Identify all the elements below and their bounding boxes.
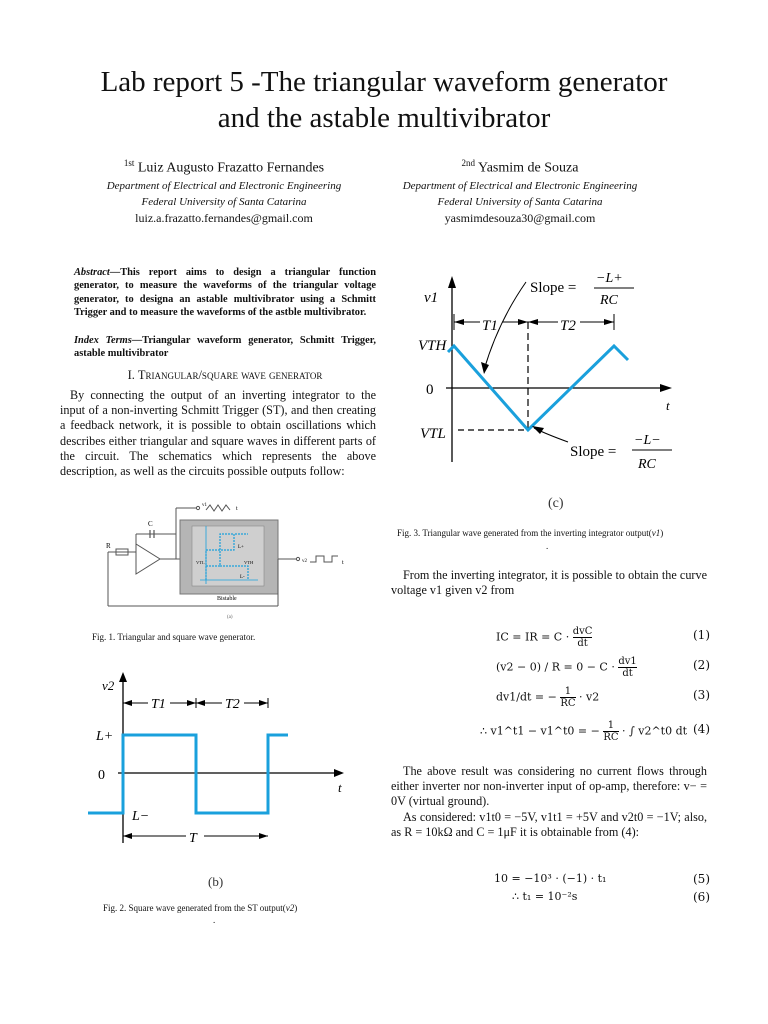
svg-text:Bistable: Bistable [217,596,237,602]
svg-text:t: t [666,398,670,413]
svg-text:VTH: VTH [244,560,254,565]
svg-text:T2: T2 [560,318,576,334]
svg-text:T1: T1 [482,318,498,334]
paragraph-considered: As considered: v1t0 = −5V, v1t1 = +5V and v2t0 = −1V; also, as R = 10kΩ and C = 1μF it is obtainable from (4): [391,810,707,839]
abstract: Abstract—This report aims to design a triangular function generator, to measure the waveforms of the triangular voltage generator, to designa an astable multivibrator using a Schmitt Trigger and to measure the waveforms of the astble multivibrator. [74,267,376,318]
svg-text:(a): (a) [227,615,233,620]
svg-text:v1: v1 [424,290,439,306]
figure-3-triangle-wave [408,262,708,512]
equation-4: ∴ v1^t1 − v1^t0 = − $\frac{1}{RC}$ · ∫ v2^t0 dt [480,720,688,743]
index-terms: Index Terms—Triangular waveform generator, Schmitt Trigger, astable multivibrator [74,335,376,360]
svg-text:(c): (c) [548,496,564,511]
triangle-wave-icon [206,505,230,511]
svg-text:VTH: VTH [418,338,447,354]
equations-block-2: 10 = −10³ · (−1) · t₁ (5) ∴ t₁ = 10⁻²s (6) [494,872,710,904]
paragraph-result: The above result was considering no current flows through either inverter nor non-inverter input of op-amp, therefore: v− = 0V (virtual ground). [391,764,707,808]
svg-text:L+: L+ [96,729,114,744]
opamp-icon [136,544,160,574]
section-heading: I. Triangular/square wave generator [127,368,323,382]
svg-text:Slope =: Slope = [570,444,617,460]
figure-2-square-wave [88,668,368,898]
figure-2-caption: Fig. 2. Square wave generated from the ST output(v2) [103,903,298,913]
svg-text:T1: T1 [151,697,166,712]
equations-block: IC = IR = C · dvC dt (1) (v2 − 0) / R = 0 − C · $\frac{dv1}{dt}$ (2) dv1/dt = − $\frac{1}{RC}$ · v2 (3) ∴ v1^t1 − v1^t0 = − $\frac{1}{RC}$ · ∫ v2^t0 dt (4) [480,626,710,743]
square-wave-icon [310,556,338,562]
svg-text:0: 0 [426,382,434,398]
svg-text:−L+: −L+ [596,271,623,286]
svg-text:t: t [236,506,238,512]
equation-3: dv1/dt = − $\frac{1}{RC}$ · v2 [496,686,600,709]
svg-text:VTL: VTL [196,560,205,565]
svg-text:t: t [338,780,342,795]
svg-text:t: t [342,560,344,566]
svg-text:T: T [189,831,197,846]
equation-2: (v2 − 0) / R = 0 − C · $\frac{dv1}{dt}$ [496,656,637,679]
svg-text:RC: RC [600,293,618,308]
svg-text:Slope =: Slope = [530,280,577,296]
svg-text:T2: T2 [225,697,240,712]
svg-text:(b): (b) [208,874,224,889]
svg-text:L−: L− [132,809,150,824]
author-1: $^{1st}$ Luiz Augusto Frazatto Fernandes Department of Electrical and Electronic Engineering Federal University of Santa Catarina luiz.a.frazatto.fernandes@gmail.com [106,158,342,225]
svg-text:RC: RC [638,457,656,472]
equation-6: ∴ t₁ = 10⁻²s [512,890,578,903]
label-r: R [106,542,111,550]
figure-1-caption: Fig. 1. Triangular and square wave generator. [92,632,256,642]
square-wave-trace [88,735,288,813]
svg-text:v2: v2 [302,559,307,564]
figure-3-caption: Fig. 3. Triangular wave generated from the inverting integrator output(v1) [397,528,664,538]
svg-text:L+: L+ [238,545,244,550]
svg-text:−L−: −L− [634,433,661,448]
equation-5: 10 = −10³ · (−1) · t₁ [494,872,607,885]
paragraph-integrator: From the inverting integrator, it is possible to obtain the curve voltage v1 given v2 from [391,568,707,597]
equation-1: IC = IR = C · dvC dt [496,626,593,649]
figure-1-schematic [88,496,368,626]
svg-text:VTL: VTL [420,426,446,442]
svg-text:L-: L- [240,575,245,580]
label-c: C [148,520,153,528]
svg-text:v1: v1 [202,503,207,508]
section-body: By connecting the output of an inverting integrator to the input of a non-inverting Schmitt Trigger (ST), and then creating a feedback network, it is possible to obtain oscillations which describes either triangular and square waves in different parts of the circuit. The schematics which represents the above description, as well as the circuits possible outputs follow: [60,388,376,479]
svg-text:v2: v2 [102,678,115,693]
author-2: $^{2nd}$ Yasmim de Souza Department of Electrical and Electronic Engineering Federal University of Santa Catarina yasmimdesouza30@gmail.com [402,158,638,225]
paper-title: Lab report 5 -The triangular waveform generator and the astable multivibrator [100,66,668,134]
svg-text:0: 0 [98,768,105,783]
